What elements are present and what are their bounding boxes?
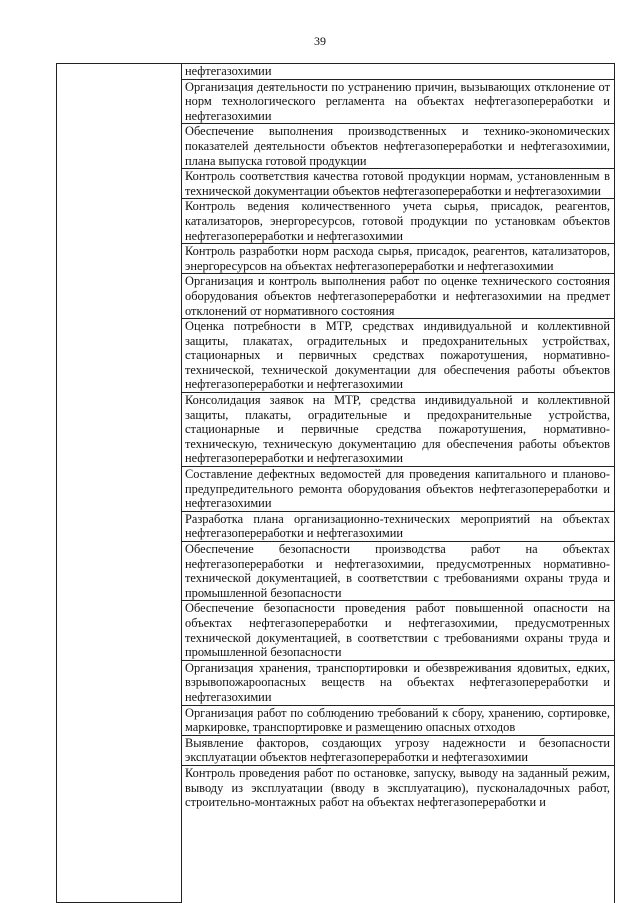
duty-row-11: Разработка плана организационно-технических мероприятий на объектах нефтегазопереработки и нефтегазохимии: [182, 512, 614, 542]
duty-row-10: Составление дефектных ведомостей для проведения капитального и планово-предупредительного ремонта оборудования объектов нефтегазопереработки и нефтегазохимии: [182, 467, 614, 512]
duty-row-9: Консолидация заявок на МТР, средства индивидуальной и коллективной защиты, плакаты, оградительные и предохранительные устройства, стационарные и первичные средства пожаротушения, нормативно-техническую, техническую документацию для обеспечения работы объектов нефтегазопереработки и нефтегазохимии: [182, 393, 614, 467]
duty-row-3: Обеспечение выполнения производственных и технико-экономических показателей деятельности объектов нефтегазопереработки и нефтегазохимии, плана выпуска готовой продукции: [182, 124, 614, 169]
duty-row-1: нефтегазохимии: [182, 64, 614, 80]
duties-list: [182, 64, 614, 810]
duty-row-7: Организация и контроль выполнения работ по оценке технического состояния оборудования объектов нефтегазопереработки и нефтегазохимии на предмет отклонений от нормативного состояния: [182, 274, 614, 319]
duty-row-2: Организация деятельности по устранению причин, вызывающих отклонение от норм технологического регламента на объектах нефтегазопереработки и нефтегазохимии: [182, 80, 614, 125]
right-column-cell: [182, 64, 615, 903]
duty-row-5: Контроль ведения количественного учета сырья, присадок, реагентов, катализаторов, энергоресурсов, готовой продукции по установкам объектов нефтегазопереработки и нефтегазохимии: [182, 199, 614, 244]
table-row: [57, 64, 615, 903]
duties-table: [56, 63, 615, 903]
duty-row-17: Контроль проведения работ по остановке, запуску, выводу на заданный режим, выводу из эксплуатации (вводу в эксплуатацию), пусконаладочных работ, строительно-монтажных работ на объектах нефтегазопереработки и: [185, 765, 610, 810]
duty-row-6: Контроль разработки норм расхода сырья, присадок, реагентов, катализаторов, энергоресурсов на объектах нефтегазопереработки и нефтегазохимии: [182, 244, 614, 274]
left-column-cell: [57, 64, 182, 903]
duty-row-14: Организация хранения, транспортировки и обезвреживания ядовитых, едких, взрывопожароопасных веществ на объектах нефтегазопереработки и нефтегазохимии: [182, 661, 614, 706]
duty-row-4: Контроль соответствия качества готовой продукции нормам, установленным в технической документации объектов нефтегазопереработки и нефтегазохимии: [182, 169, 614, 199]
duty-row-15: Организация работ по соблюдению требований к сбору, хранению, сортировке, маркировке, транспортировке и размещению опасных отходов: [182, 706, 614, 736]
duty-row-12: Обеспечение безопасности производства работ на объектах нефтегазопереработки и нефтегазохимии, предусмотренных нормативно-технической документацией, в соответствии с требованиями охраны труда и промышленной безопасности: [182, 542, 614, 601]
duty-row-8: Оценка потребности в МТР, средствах индивидуальной и коллективной защиты, плакатах, оградительных и предохранительных устройствах, стационарных и первичных средствах пожаротушения, нормативно-технической, технической документации для обеспечения работы объектов нефтегазопереработки и нефтегазохимии: [182, 319, 614, 393]
page-number: 39: [314, 34, 326, 48]
duty-row-13: Обеспечение безопасности проведения работ повышенной опасности на объектах нефтегазопереработки и нефтегазохимии, предусмотренных технической документацией, в соответствии с требованиями охраны труда и промышленной безопасности: [182, 601, 614, 660]
duty-row-16: Выявление факторов, создающих угрозу надежности и безопасности эксплуатации объектов нефтегазопереработки и нефтегазохимии: [182, 736, 614, 766]
